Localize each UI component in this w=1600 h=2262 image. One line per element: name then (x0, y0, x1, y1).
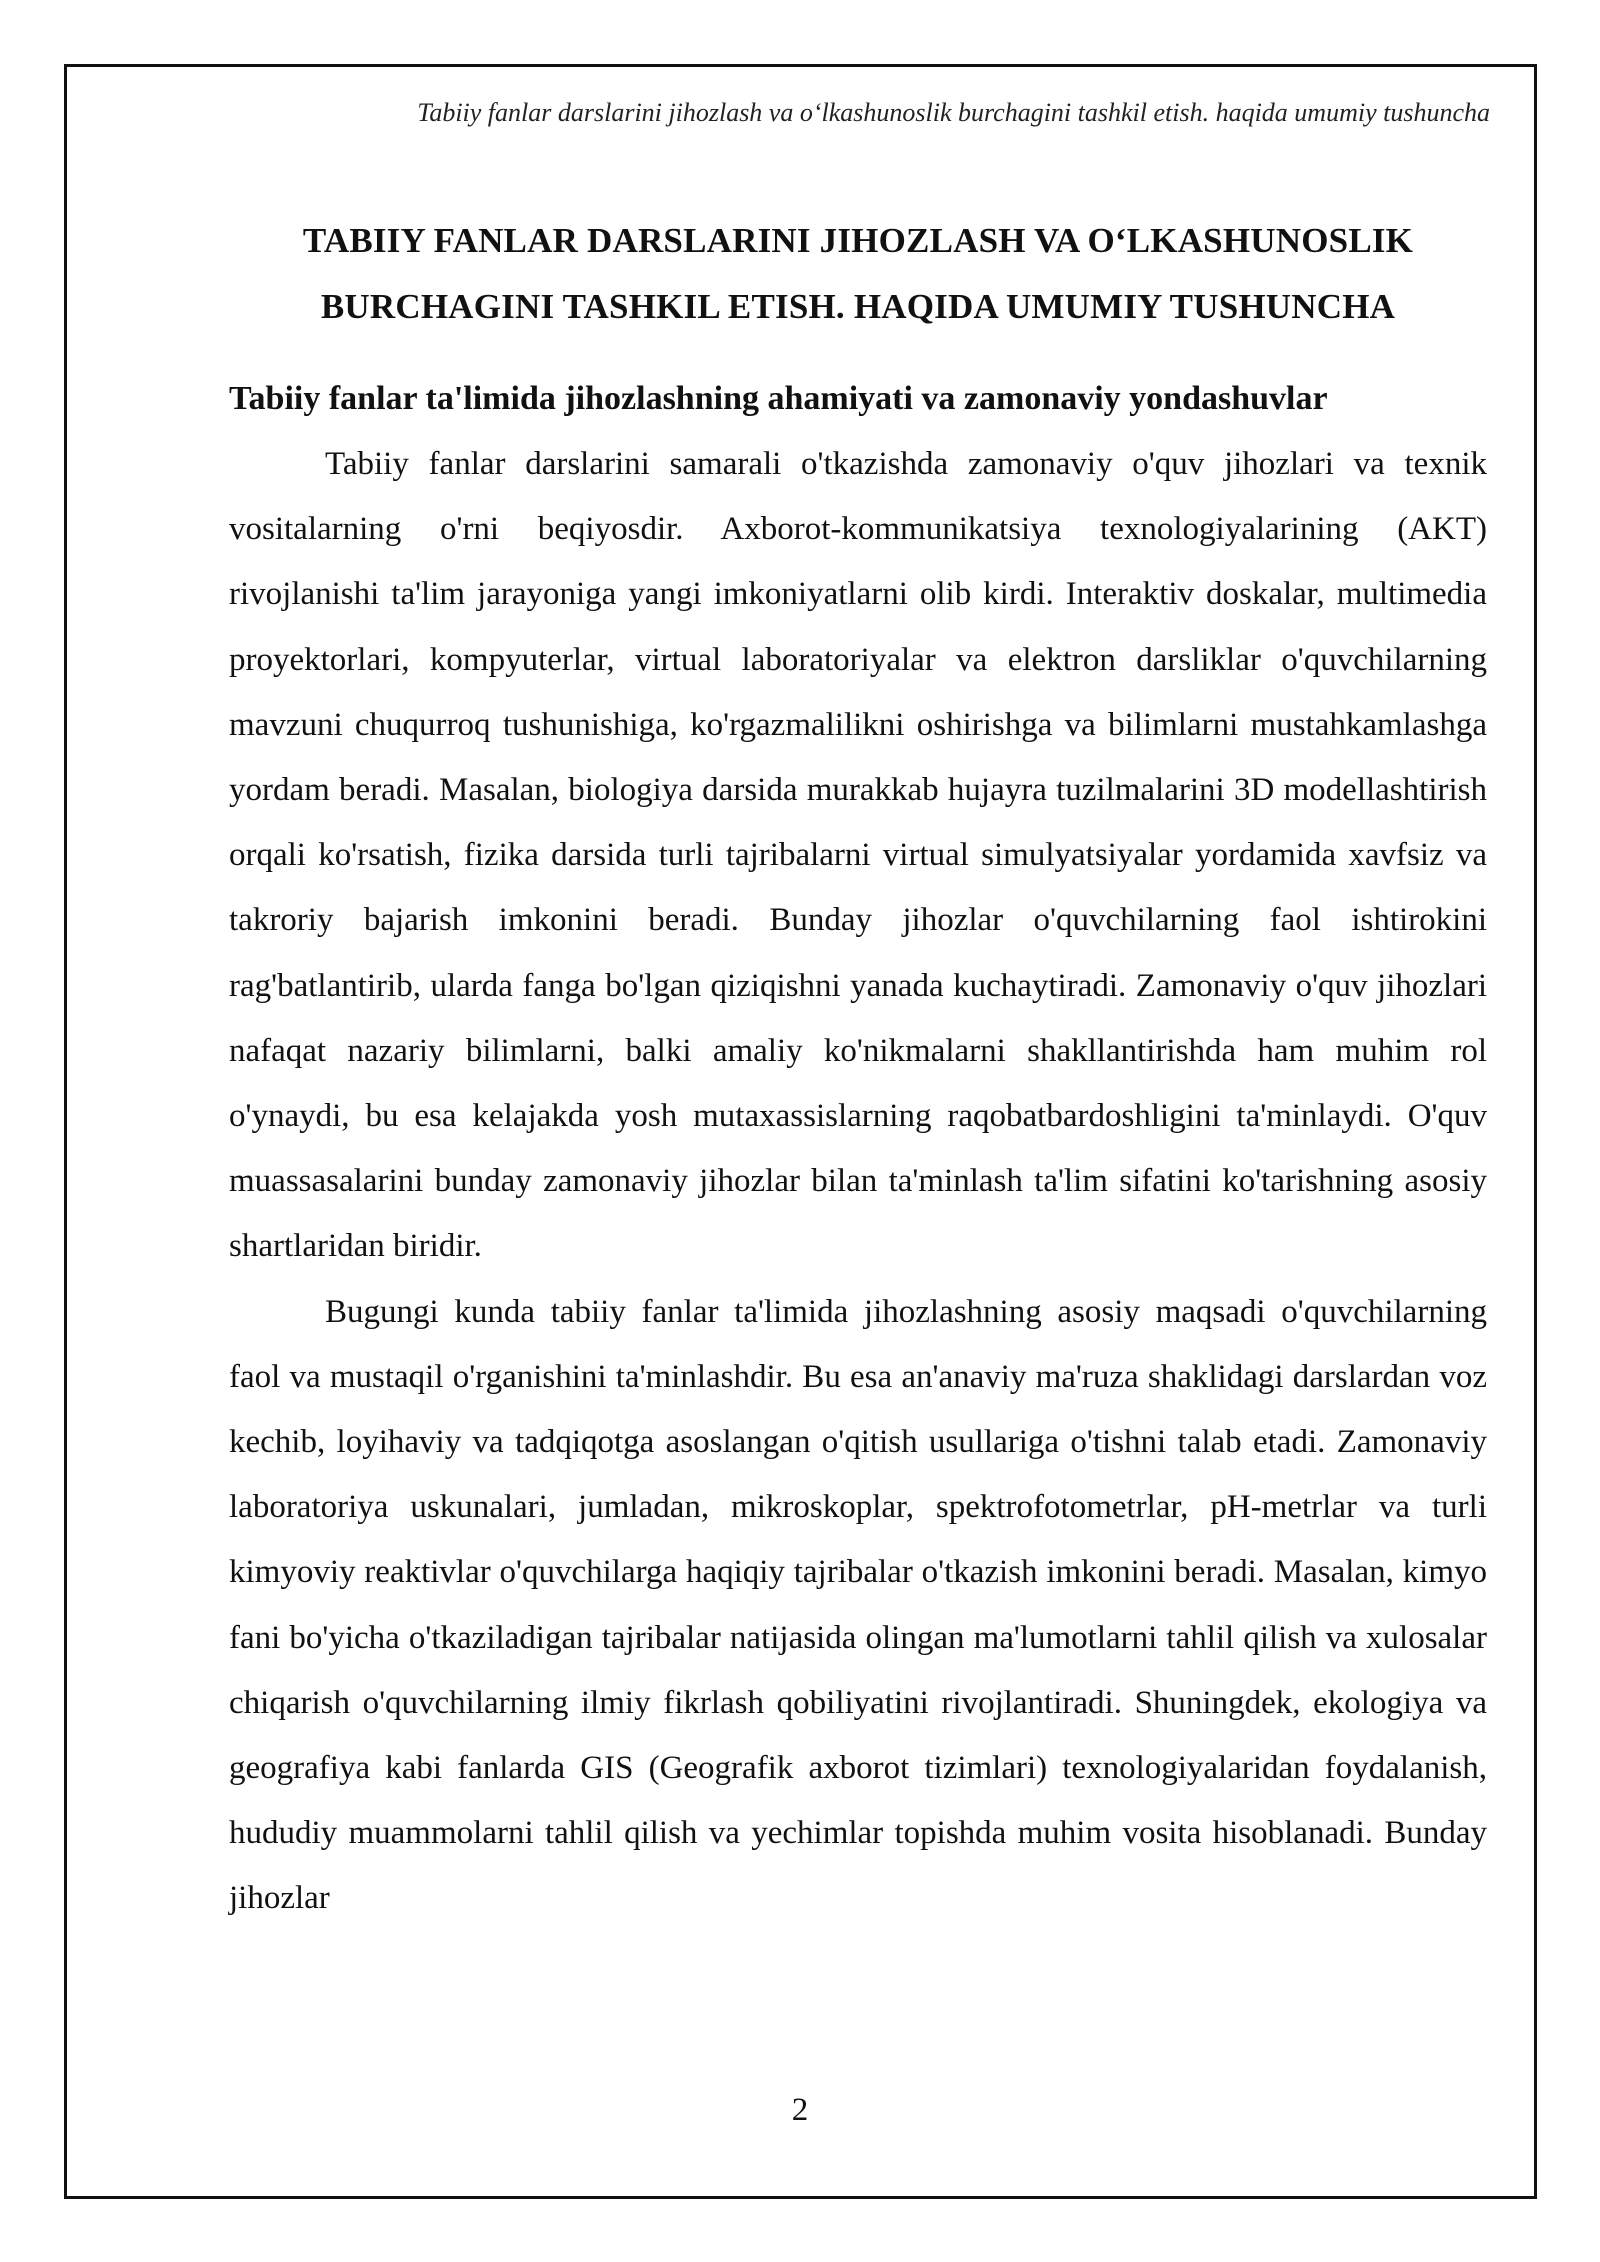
running-header: Tabiiy fanlar darslarini jihozlash va o‘lkashunoslik burchagini tashkil etish. haqida umumiy tushuncha (417, 98, 1490, 127)
body-paragraph-1: Tabiiy fanlar darslarini samarali o'tkazishda zamonaviy o'quv jihozlari va texnik vositalarning o'rni beqiyosdir. Axborot-kommunikatsiya texnologiyalarining (AKT) rivojlanishi ta'lim jarayoniga yangi imkoniyatlarni olib kirdi. Interaktiv doskalar, multimedia proyektorlari, kompyuterlar, virtual laboratoriyalar va elektron darsliklar o'quvchilarning mavzuni chuqurroq tushunishiga, ko'rgazmalilikni oshirishga va bilimlarni mustahkamlashga yordam beradi. Masalan, biologiya darsida murakkab hujayra tuzilmalarini 3D modellashtirish orqali ko'rsatish, fizika darsida turli tajribalarni virtual simulyatsiyalar yordamida xavfsiz va takroriy bajarish imkonini beradi. Bunday jihozlar o'quvchilarning faol ishtirokini rag'batlantirib, ularda fanga bo'lgan qiziqishni yanada kuchaytiradi. Zamonaviy o'quv jihozlari nafaqat nazariy bilimlarni, balki amaliy ko'nikmalarni shakllantirishda ham muhim rol o'ynaydi, bu esa kelajakda yosh mutaxassislarning raqobatbardoshligini ta'minlaydi. O'quv muassasalarini bunday zamonaviy jihozlar bilan ta'minlash ta'lim sifatini ko'tarishning asosiy shartlaridan biridir. (229, 446, 1487, 1265)
document-title-line-2: BURCHAGINI TASHKIL ETISH. HAQIDA UMUMIY TUSHUNCHA (320, 287, 1396, 326)
body-paragraph-2: Bugungi kunda tabiiy fanlar ta'limida jihozlashning asosiy maqsadi o'quvchilarning faol va mustaqil o'rganishini ta'minlashdir. Bu esa an'anaviy ma'ruza shaklidagi darslardan voz kechib, loyihaviy va tadqiqotga asoslangan o'qitish usullariga o'tishni talab etadi. Zamonaviy laboratoriya uskunalari, jumladan, mikroskoplar, spektrofotometrlar, pH-metrlar va turli kimyoviy reaktivlar o'quvchilarga haqiqiy tajribalar o'tkazish imkonini beradi. Masalan, kimyo fani bo'yicha o'tkaziladigan tajribalar natijasida olingan ma'lumotlarni tahlil qilish va xulosalar chiqarish o'quvchilarning ilmiy fikrlash qobiliyatini rivojlantiradi. Shuningdek, ekologiya va geografiya kabi fanlarda GIS (Geografik axborot tizimlari) texnologiyalaridan foydalanish, hududiy muammolarni tahlil qilish va yechimlar topishda muhim vosita hisoblanadi. Bunday jihozlar (229, 1293, 1487, 1917)
document-body (229, 208, 1487, 1932)
page-number: 2 (791, 2092, 809, 2128)
document-title (229, 208, 1487, 340)
document-title-line-1: TABIIY FANLAR DARSLARINI JIHOZLASH VA O‘LKASHUNOSLIK (302, 221, 1414, 260)
section-heading: Tabiiy fanlar ta'limida jihozlashning ahamiyati va zamonaviy yondashuvlar (229, 380, 1328, 417)
